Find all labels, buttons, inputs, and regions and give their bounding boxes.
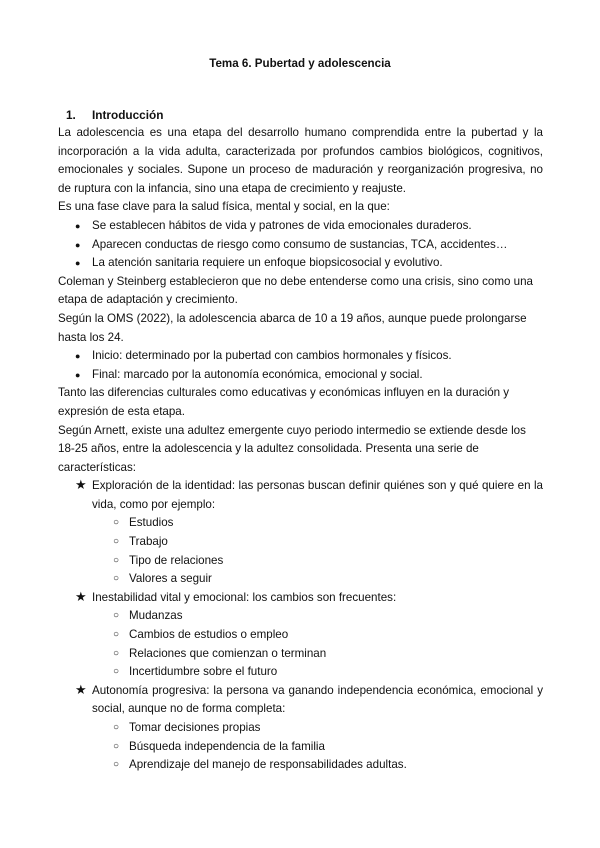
bullet-dot-icon: ● [75, 239, 81, 250]
sub-list-item: ○ Valores a seguir [58, 570, 543, 589]
circle-bullet-icon: ○ [113, 629, 120, 641]
sub-list-item: ○ Incertidumbre sobre el futuro [58, 663, 543, 682]
document-title: Tema 6. Pubertad y adolescencia [209, 57, 391, 70]
bullet-dot-icon: ● [75, 258, 81, 269]
paragraph-coleman: Coleman y Steinberg establecieron que no debe entenderse como una crisis, sino como una etapa de adaptación y crecimiento. [58, 274, 533, 307]
circle-bullet-icon: ○ [113, 536, 120, 548]
list-item: ● La atención sanitaria requiere un enfoque biopsicosocial y evolutivo. [58, 254, 543, 273]
section-heading [66, 106, 163, 125]
circle-bullet-icon: ○ [113, 610, 120, 622]
star-icon: ★ [75, 588, 87, 604]
sub-list-item: ○ Tipo de relaciones [58, 552, 543, 571]
circle-bullet-icon: ○ [113, 647, 120, 659]
sub-list-item: ○ Relaciones que comienzan o terminan [58, 645, 543, 664]
bullet-list-key-phase [58, 217, 543, 273]
section-number: 1. [66, 108, 76, 122]
sub-list-item: ○ Cambios de estudios o empleo [58, 626, 543, 645]
sub-list-item: ○ Aprendizaje del manejo de responsabilidades adultas. [58, 756, 543, 775]
bullet-dot-icon: ● [75, 369, 81, 380]
sub-list-item: ○ Trabajo [58, 533, 543, 552]
star-icon: ★ [75, 477, 87, 493]
circle-bullet-icon: ○ [113, 740, 120, 752]
bullet-dot-icon: ● [75, 220, 81, 231]
circle-bullet-icon: ○ [113, 666, 120, 678]
list-item: ● Se establecen hábitos de vida y patrones de vida emocionales duraderos. [58, 217, 543, 236]
bullet-list-oms [58, 347, 543, 384]
sub-list-item: ○ Estudios [58, 514, 543, 533]
bullet-dot-icon: ● [75, 351, 81, 362]
star-item-instability: ★ Inestabilidad vital y emocional: los cambios son frecuentes: [58, 589, 543, 608]
star-item-identity: ★ Exploración de la identidad: las personas buscan definir quiénes son y qué quiere en la vida, como por ejemplo: [75, 477, 543, 511]
circle-bullet-icon: ○ [113, 517, 120, 529]
star-icon: ★ [75, 681, 87, 697]
sub-list-item: ○ Mudanzas [58, 607, 543, 626]
star-list-characteristics [58, 477, 543, 775]
paragraph-arnett: Según Arnett, existe una adultez emergente cuyo periodo intermedio se extiende desde los 18-25 años, entre la adolescencia y la adultez consolidada. Presenta una serie de características: [58, 423, 526, 474]
list-item: ● Final: marcado por la autonomía económica, emocional y social. [58, 366, 543, 385]
star-item-autonomy: ★ Autonomía progresiva: la persona va ganando independencia económica, emocional y social, aunque no de forma completa: [75, 681, 543, 716]
paragraph-oms: Según la OMS (2022), la adolescencia abarca de 10 a 19 años, aunque puede prolongarse hasta los 24. [58, 311, 527, 344]
paragraph-cultural: Tanto las diferencias culturales como educativas y económicas influyen en la duración y expresión de esta etapa. [58, 386, 510, 418]
document-body [58, 124, 543, 775]
list-item: ● Inicio: determinado por la pubertad con cambios hormonales y físicos. [58, 347, 543, 366]
sub-list-item: ○ Búsqueda independencia de la familia [58, 738, 543, 757]
section-title: Introducción [92, 108, 164, 122]
circle-bullet-icon: ○ [113, 554, 120, 566]
paragraph-key-phase: Es una fase clave para la salud física, mental y social, en la que: [58, 200, 390, 214]
paragraph-intro: La adolescencia es una etapa del desarrollo humano comprendida entre la pubertad y la incorporación a la vida adulta, caracterizada por profundos cambios biológicos, cognitivos, emocionales y sociales. Supone un proceso de maduración y reorganización progresiva, no de ruptura con la infancia, sino una etapa de crecimiento y reajuste. [58, 126, 543, 195]
circle-bullet-icon: ○ [113, 759, 120, 771]
list-item: ● Aparecen conductas de riesgo como consumo de sustancias, TCA, accidentes… [58, 236, 543, 255]
sub-list-item: ○ Tomar decisiones propias [58, 719, 543, 738]
circle-bullet-icon: ○ [113, 722, 120, 733]
circle-bullet-icon: ○ [113, 573, 120, 585]
